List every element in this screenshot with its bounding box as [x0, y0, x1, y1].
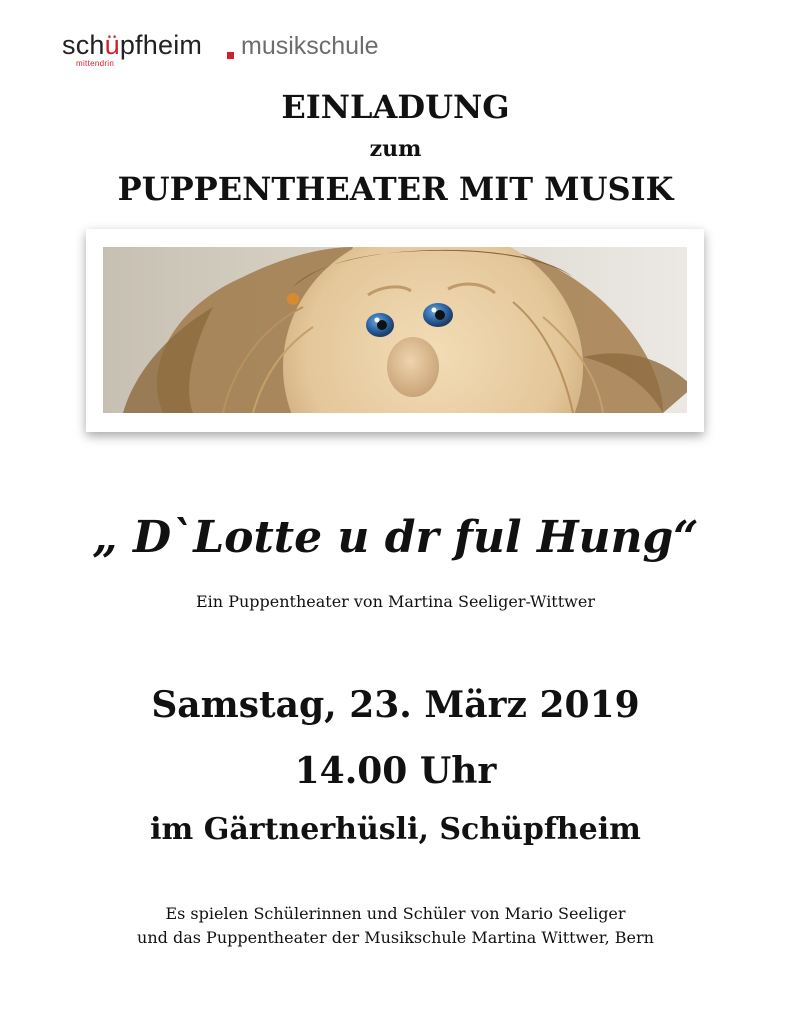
invitation-connector: zum [369, 136, 422, 162]
event-time: 14.00 Uhr [294, 750, 497, 792]
play-title: „ D`Lotte u dr ful Hung“ [92, 512, 699, 563]
invitation-heading: EINLADUNG [281, 88, 510, 126]
logo-tagline: mittendrin [76, 59, 115, 68]
event-date: Samstag, 23. März 2019 [151, 684, 640, 726]
event-location: im Gärtnerhüsli, Schüpfheim [150, 812, 641, 847]
credits-line-2: und das Puppentheater der Musikschule Martina Wittwer, Bern [137, 928, 654, 947]
event-type-heading: PUPPENTHEATER MIT MUSIK [117, 170, 674, 208]
logo-music-word: musikschule [241, 32, 379, 60]
play-subtitle: Ein Puppentheater von Martina Seeliger-Wittwer [196, 592, 595, 611]
logo-school-name: schüpfheim [62, 30, 203, 60]
puppet-photo [103, 247, 687, 413]
logo-dot [227, 52, 234, 59]
puppet-illustration [103, 247, 687, 413]
puppet-photo-frame [86, 229, 704, 432]
credits-line-1: Es spielen Schülerinnen und Schüler von Mario Seeliger [165, 904, 626, 923]
